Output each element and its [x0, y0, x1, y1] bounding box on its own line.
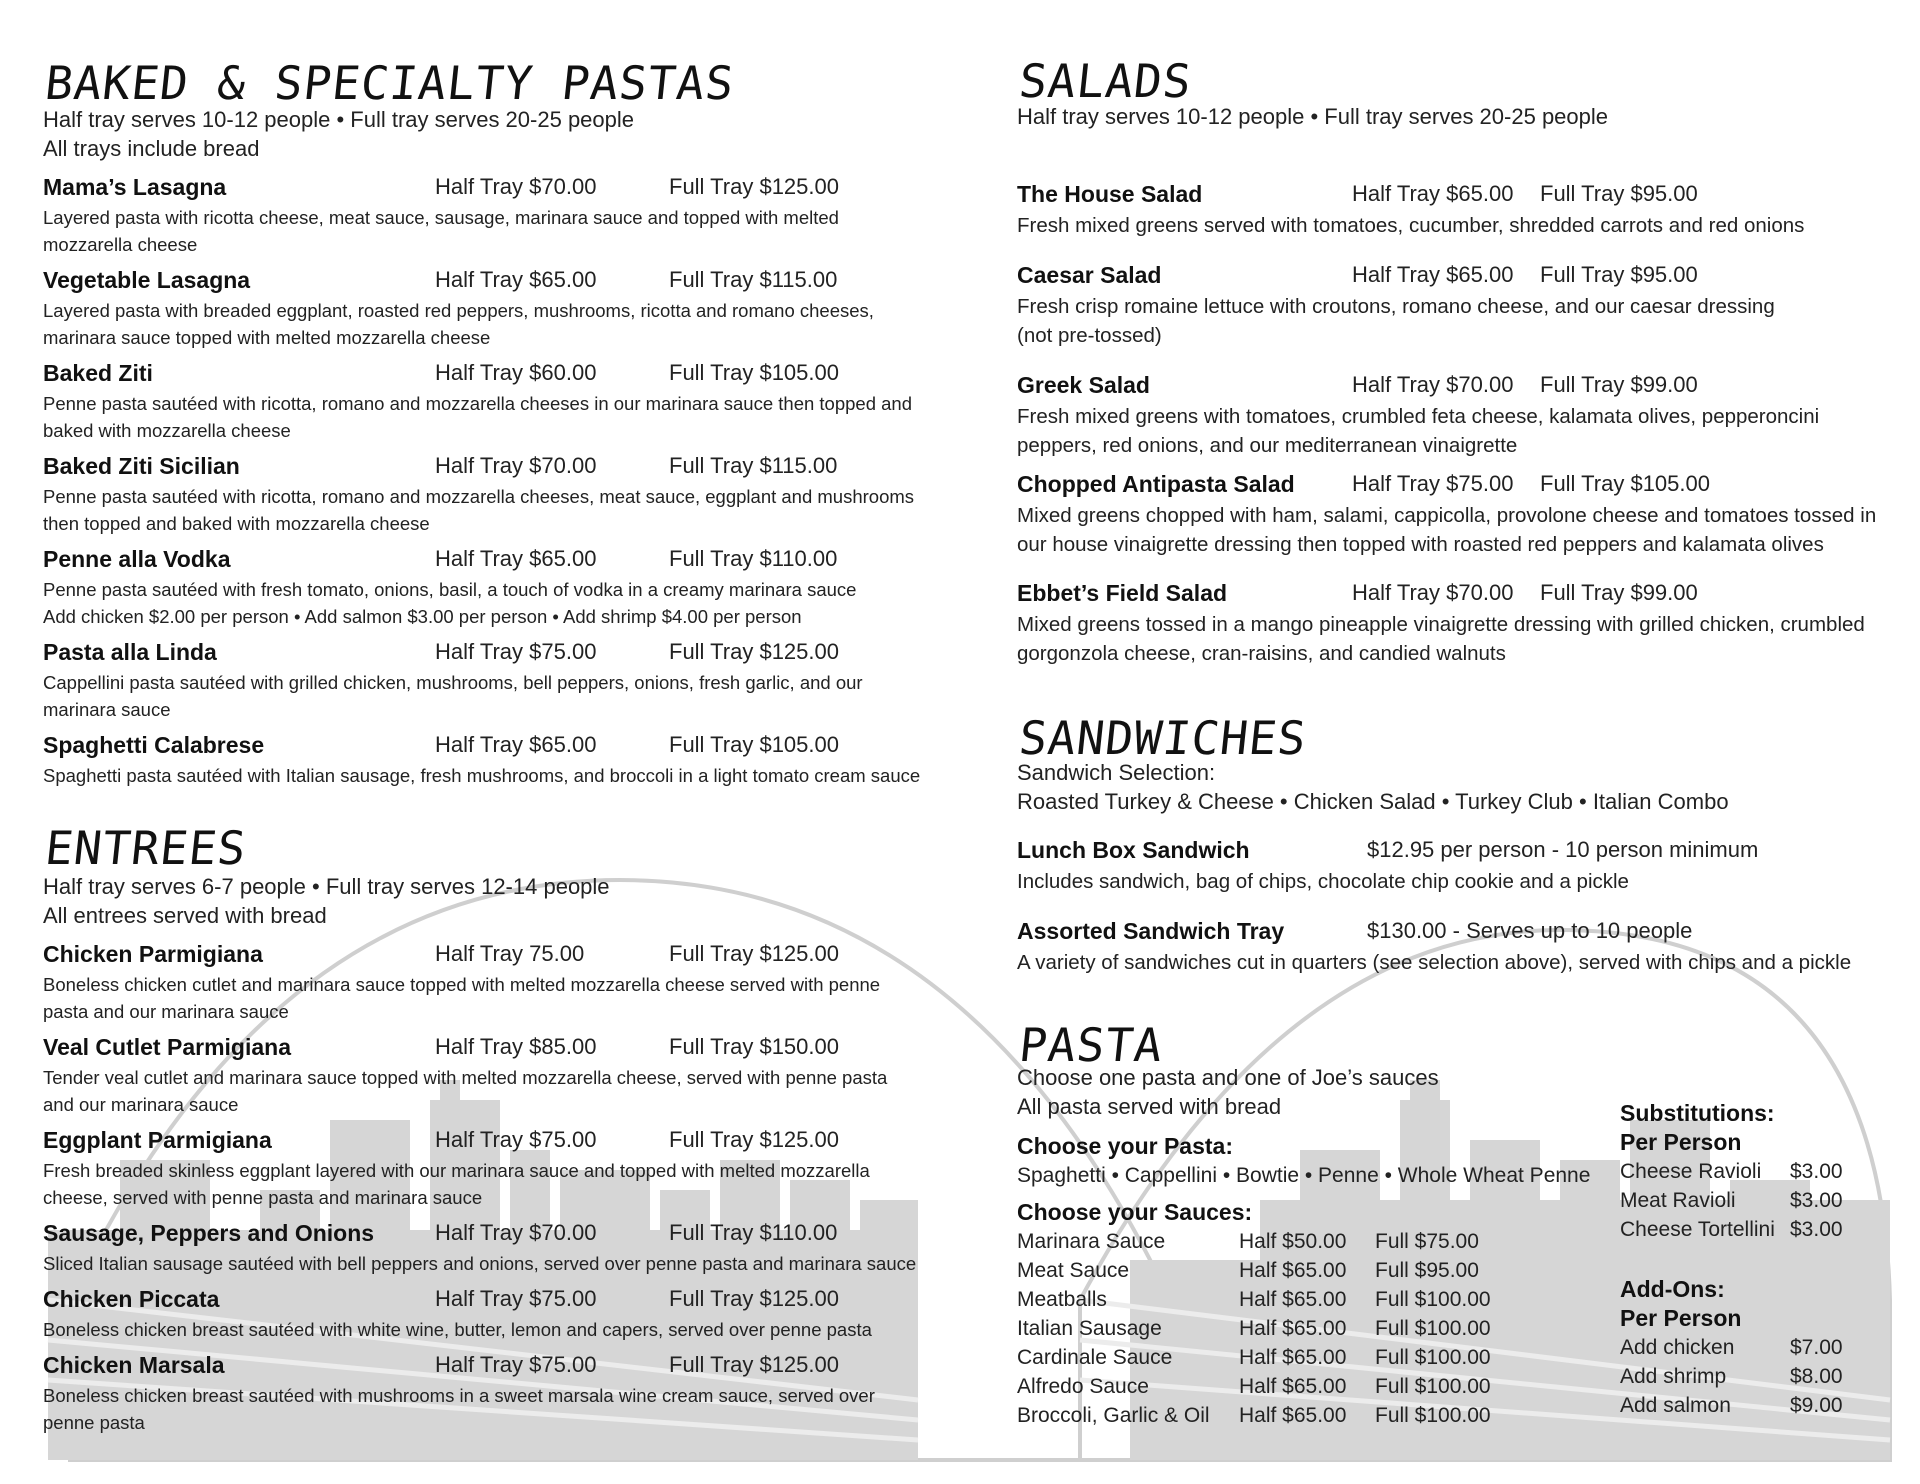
substitution-row [1620, 1160, 1860, 1189]
item-full-tray-price: Full Tray $125.00 [669, 639, 839, 664]
item-full-tray-price: Full Tray $105.00 [1540, 471, 1710, 496]
sauce-full-price: Full $100.00 [1375, 1288, 1491, 1311]
item-half-tray-price: Half Tray $70.00 [435, 453, 597, 478]
item-full-tray-price: Full Tray $115.00 [669, 267, 838, 292]
pasta-extras-panel [1620, 1100, 1880, 1420]
pasta-title: PASTA [1016, 1018, 1166, 1072]
option-name: Add shrimp [1620, 1365, 1727, 1388]
addons-per-person: Per Person [1620, 1305, 1742, 1331]
sauce-row-broccoli-garlic-oil [1017, 1404, 1497, 1433]
item-description: Layered pasta with ricotta cheese, meat sauce, sausage, marinara sauce and topped with melted mozzarella cheese [43, 207, 839, 255]
sauce-half-price: Half $65.00 [1239, 1259, 1347, 1282]
sauce-full-price: Full $95.00 [1375, 1259, 1479, 1282]
item-full-tray-price: Full Tray $99.00 [1540, 372, 1698, 397]
item-description: Penne pasta sautéed with ricotta, romano and mozzarella cheeses in our marinara sauce then topped and baked with mozzarella cheese [43, 393, 913, 441]
item-description: Fresh crisp romaine lettuce with croutons, romano cheese, and our caesar dressing (not pre-tossed) [1017, 295, 1775, 347]
item-name: Spaghetti Calabrese [43, 732, 265, 758]
sauce-half-price: Half $65.00 [1239, 1404, 1347, 1427]
item-half-tray-price: Half Tray $65.00 [435, 732, 597, 757]
item-name: The House Salad [1017, 181, 1203, 207]
entrees-serving-note: Half tray serves 6-7 people • Full tray serves 12-14 people [43, 874, 610, 899]
item-half-tray-price: Half Tray $65.00 [435, 546, 597, 571]
sauce-full-price: Full $100.00 [1375, 1404, 1491, 1427]
substitution-row [1620, 1218, 1860, 1247]
item-description: Tender veal cutlet and marinara sauce topped with melted mozzarella cheese, served with penne pasta and our marinara sauce [43, 1067, 888, 1115]
entrees-title: ENTREES [42, 821, 250, 875]
item-full-tray-price: Full Tray $125.00 [669, 1127, 839, 1152]
item-full-tray-price: Full Tray $99.00 [1540, 580, 1698, 605]
pasta-instructions: Choose one pasta and one of Joe’s sauces [1017, 1065, 1439, 1090]
item-description: Fresh mixed greens with tomatoes, crumbled feta cheese, kalamata olives, pepperoncini peppers, red onions, and our mediterranean vinaigrette [1017, 405, 1820, 457]
item-name: Baked Ziti [43, 360, 153, 386]
option-name: Add salmon [1620, 1394, 1731, 1417]
item-description: Fresh mixed greens served with tomatoes, cucumber, shredded carrots and red onions [1017, 214, 1805, 237]
sauce-half-price: Half $65.00 [1239, 1288, 1347, 1311]
sauce-row-italian-sausage [1017, 1317, 1497, 1346]
option-price: $3.00 [1790, 1189, 1843, 1212]
item-description: Boneless chicken breast sautéed with white wine, butter, lemon and capers, served over penne pasta [43, 1319, 872, 1340]
item-half-tray-price: Half Tray $70.00 [1352, 580, 1514, 605]
item-half-tray-price: Half Tray $65.00 [1352, 262, 1514, 287]
addon-row [1620, 1336, 1860, 1365]
item-name: Lunch Box Sandwich [1017, 837, 1250, 863]
item-half-tray-price: Half Tray $75.00 [1352, 471, 1514, 496]
item-half-tray-price: Half Tray $60.00 [435, 360, 597, 385]
item-description: Sliced Italian sausage sautéed with bell peppers and onions, served over penne pasta and marinara sauce [43, 1253, 917, 1274]
sandwich-selection-label: Sandwich Selection: [1017, 760, 1216, 785]
item-description: Fresh breaded skinless eggplant layered with our marinara sauce and topped with melted mozzarella cheese, served with penne pasta and marinara sauce [43, 1160, 870, 1208]
item-name: Mama’s Lasagna [43, 174, 227, 200]
sauce-full-price: Full $100.00 [1375, 1317, 1491, 1340]
substitutions-per-person: Per Person [1620, 1129, 1742, 1155]
item-price: $12.95 per person - 10 person minimum [1367, 837, 1759, 862]
item-full-tray-price: Full Tray $105.00 [669, 360, 839, 385]
sauce-name: Alfredo Sauce [1017, 1375, 1149, 1398]
option-price: $7.00 [1790, 1336, 1843, 1359]
item-price: $130.00 - Serves up to 10 people [1367, 918, 1693, 943]
item-full-tray-price: Full Tray $150.00 [669, 1034, 839, 1059]
item-name: Eggplant Parmigiana [43, 1127, 272, 1153]
item-name: Chicken Marsala [43, 1352, 225, 1378]
sauce-name: Meatballs [1017, 1288, 1107, 1311]
item-half-tray-price: Half Tray $70.00 [435, 1220, 597, 1245]
item-addon-note: Add chicken $2.00 per person • Add salmon $3.00 per person • Add shrimp $4.00 per person [43, 606, 802, 627]
item-name: Ebbet’s Field Salad [1017, 580, 1228, 606]
baked-pastas-bread-note: All trays include bread [43, 136, 260, 161]
choose-sauce-label: Choose your Sauces: [1017, 1199, 1253, 1225]
sandwiches-title: SANDWICHES [1016, 711, 1310, 765]
item-description: Spaghetti pasta sautéed with Italian sausage, fresh mushrooms, and broccoli in a light tomato cream sauce [43, 765, 921, 786]
sauce-name: Meat Sauce [1017, 1259, 1130, 1282]
sauce-name: Cardinale Sauce [1017, 1346, 1173, 1369]
option-name: Cheese Tortellini [1620, 1218, 1775, 1241]
sauce-half-price: Half $65.00 [1239, 1346, 1347, 1369]
sauce-full-price: Full $75.00 [1375, 1230, 1479, 1253]
option-price: $3.00 [1790, 1160, 1843, 1183]
item-full-tray-price: Full Tray $110.00 [669, 546, 838, 571]
sauce-row-alfredo [1017, 1375, 1497, 1404]
item-description: A variety of sandwiches cut in quarters (see selection above), served with chips and a pickle [1017, 951, 1852, 974]
substitution-row [1620, 1189, 1860, 1218]
item-name: Caesar Salad [1017, 262, 1162, 288]
item-name: Chopped Antipasta Salad [1017, 471, 1295, 497]
sauce-full-price: Full $100.00 [1375, 1375, 1491, 1398]
option-price: $9.00 [1790, 1394, 1843, 1417]
item-name: Sausage, Peppers and Onions [43, 1220, 375, 1246]
option-price: $3.00 [1790, 1218, 1843, 1241]
item-half-tray-price: Half Tray $65.00 [1352, 181, 1514, 206]
salads-serving-note: Half tray serves 10-12 people • Full tray serves 20-25 people [1017, 104, 1609, 129]
baked-pastas-serving-note: Half tray serves 10-12 people • Full tray serves 20-25 people [43, 107, 635, 132]
entrees-bread-note: All entrees served with bread [43, 903, 327, 928]
item-description: Boneless chicken breast sautéed with mushrooms in a sweet marsala wine cream sauce, served over penne pasta [43, 1385, 875, 1433]
baked-pastas-title: BAKED & SPECIALTY PASTAS [42, 56, 737, 110]
item-half-tray-price: Half Tray 75.00 [435, 941, 585, 966]
salads-title: SALADS [1016, 54, 1195, 108]
item-full-tray-price: Full Tray $110.00 [669, 1220, 838, 1245]
sauce-half-price: Half $65.00 [1239, 1317, 1347, 1340]
item-half-tray-price: Half Tray $75.00 [435, 1127, 597, 1152]
item-name: Vegetable Lasagna [43, 267, 251, 293]
item-description: Penne pasta sautéed with ricotta, romano and mozzarella cheeses, meat sauce, eggplant and mushrooms then topped and baked with mozzarella cheese [43, 486, 915, 534]
sauce-half-price: Half $50.00 [1239, 1230, 1347, 1253]
sauce-row-meatballs [1017, 1288, 1497, 1317]
item-half-tray-price: Half Tray $70.00 [1352, 372, 1514, 397]
sandwich-selection-list: Roasted Turkey & Cheese • Chicken Salad • Turkey Club • Italian Combo [1017, 789, 1729, 814]
item-full-tray-price: Full Tray $105.00 [669, 732, 839, 757]
item-half-tray-price: Half Tray $75.00 [435, 639, 597, 664]
item-description: Includes sandwich, bag of chips, chocolate chip cookie and a pickle [1017, 870, 1629, 893]
item-half-tray-price: Half Tray $75.00 [435, 1286, 597, 1311]
addons-title: Add-Ons: [1620, 1276, 1725, 1302]
sauce-row-marinara [1017, 1230, 1497, 1259]
sauce-row-meat [1017, 1259, 1497, 1288]
item-name: Veal Cutlet Parmigiana [43, 1034, 291, 1060]
item-full-tray-price: Full Tray $95.00 [1540, 262, 1698, 287]
item-description: Boneless chicken cutlet and marinara sauce topped with melted mozzarella cheese served with penne pasta and our marinara sauce [43, 974, 881, 1022]
addon-row [1620, 1365, 1860, 1394]
item-name: Pasta alla Linda [43, 639, 217, 665]
sauce-name: Broccoli, Garlic & Oil [1017, 1404, 1210, 1427]
pasta-options: Spaghetti • Cappellini • Bowtie • Penne • Whole Wheat Penne [1017, 1164, 1591, 1187]
option-name: Meat Ravioli [1620, 1189, 1736, 1212]
item-full-tray-price: Full Tray $125.00 [669, 1286, 839, 1311]
item-description: Mixed greens tossed in a mango pineapple vinaigrette dressing with grilled chicken, crumbled gorgonzola cheese, cran-raisins, and candied walnuts [1017, 613, 1865, 665]
item-name: Baked Ziti Sicilian [43, 453, 240, 479]
choose-pasta-label: Choose your Pasta: [1017, 1133, 1233, 1159]
sauce-full-price: Full $100.00 [1375, 1346, 1491, 1369]
item-full-tray-price: Full Tray $125.00 [669, 174, 839, 199]
item-full-tray-price: Full Tray $115.00 [669, 453, 838, 478]
item-half-tray-price: Half Tray $70.00 [435, 174, 597, 199]
option-price: $8.00 [1790, 1365, 1843, 1388]
item-full-tray-price: Full Tray $125.00 [669, 1352, 839, 1377]
item-full-tray-price: Full Tray $125.00 [669, 941, 839, 966]
sauce-row-cardinale [1017, 1346, 1497, 1375]
option-name: Cheese Ravioli [1620, 1160, 1762, 1183]
item-half-tray-price: Half Tray $65.00 [435, 267, 597, 292]
item-description: Mixed greens chopped with ham, salami, cappicolla, provolone cheese and tomatoes tossed in our house vinaigrette dressing then topped with roasted red peppers and kalamata olives [1017, 504, 1877, 556]
item-name: Chicken Piccata [43, 1286, 220, 1312]
item-full-tray-price: Full Tray $95.00 [1540, 181, 1698, 206]
item-half-tray-price: Half Tray $85.00 [435, 1034, 597, 1059]
item-name: Greek Salad [1017, 372, 1150, 398]
item-name: Penne alla Vodka [43, 546, 231, 572]
item-description: Cappellini pasta sautéed with grilled chicken, mushrooms, bell peppers, onions, fresh garlic, and our marinara sauce [43, 672, 863, 720]
pasta-bread-note: All pasta served with bread [1017, 1094, 1282, 1119]
item-description: Penne pasta sautéed with fresh tomato, onions, basil, a touch of vodka in a creamy marinara sauce [43, 579, 857, 600]
sauce-name: Italian Sausage [1017, 1317, 1162, 1340]
item-description: Layered pasta with breaded eggplant, roasted red peppers, mushrooms, ricotta and romano cheeses, marinara sauce topped with melted mozzarella cheese [43, 300, 874, 348]
sauce-name: Marinara Sauce [1017, 1230, 1166, 1253]
sauce-half-price: Half $65.00 [1239, 1375, 1347, 1398]
addon-row [1620, 1394, 1860, 1423]
item-half-tray-price: Half Tray $75.00 [435, 1352, 597, 1377]
item-name: Assorted Sandwich Tray [1017, 918, 1285, 944]
item-name: Chicken Parmigiana [43, 941, 263, 967]
substitutions-title: Substitutions: [1620, 1100, 1775, 1126]
option-name: Add chicken [1620, 1336, 1735, 1359]
